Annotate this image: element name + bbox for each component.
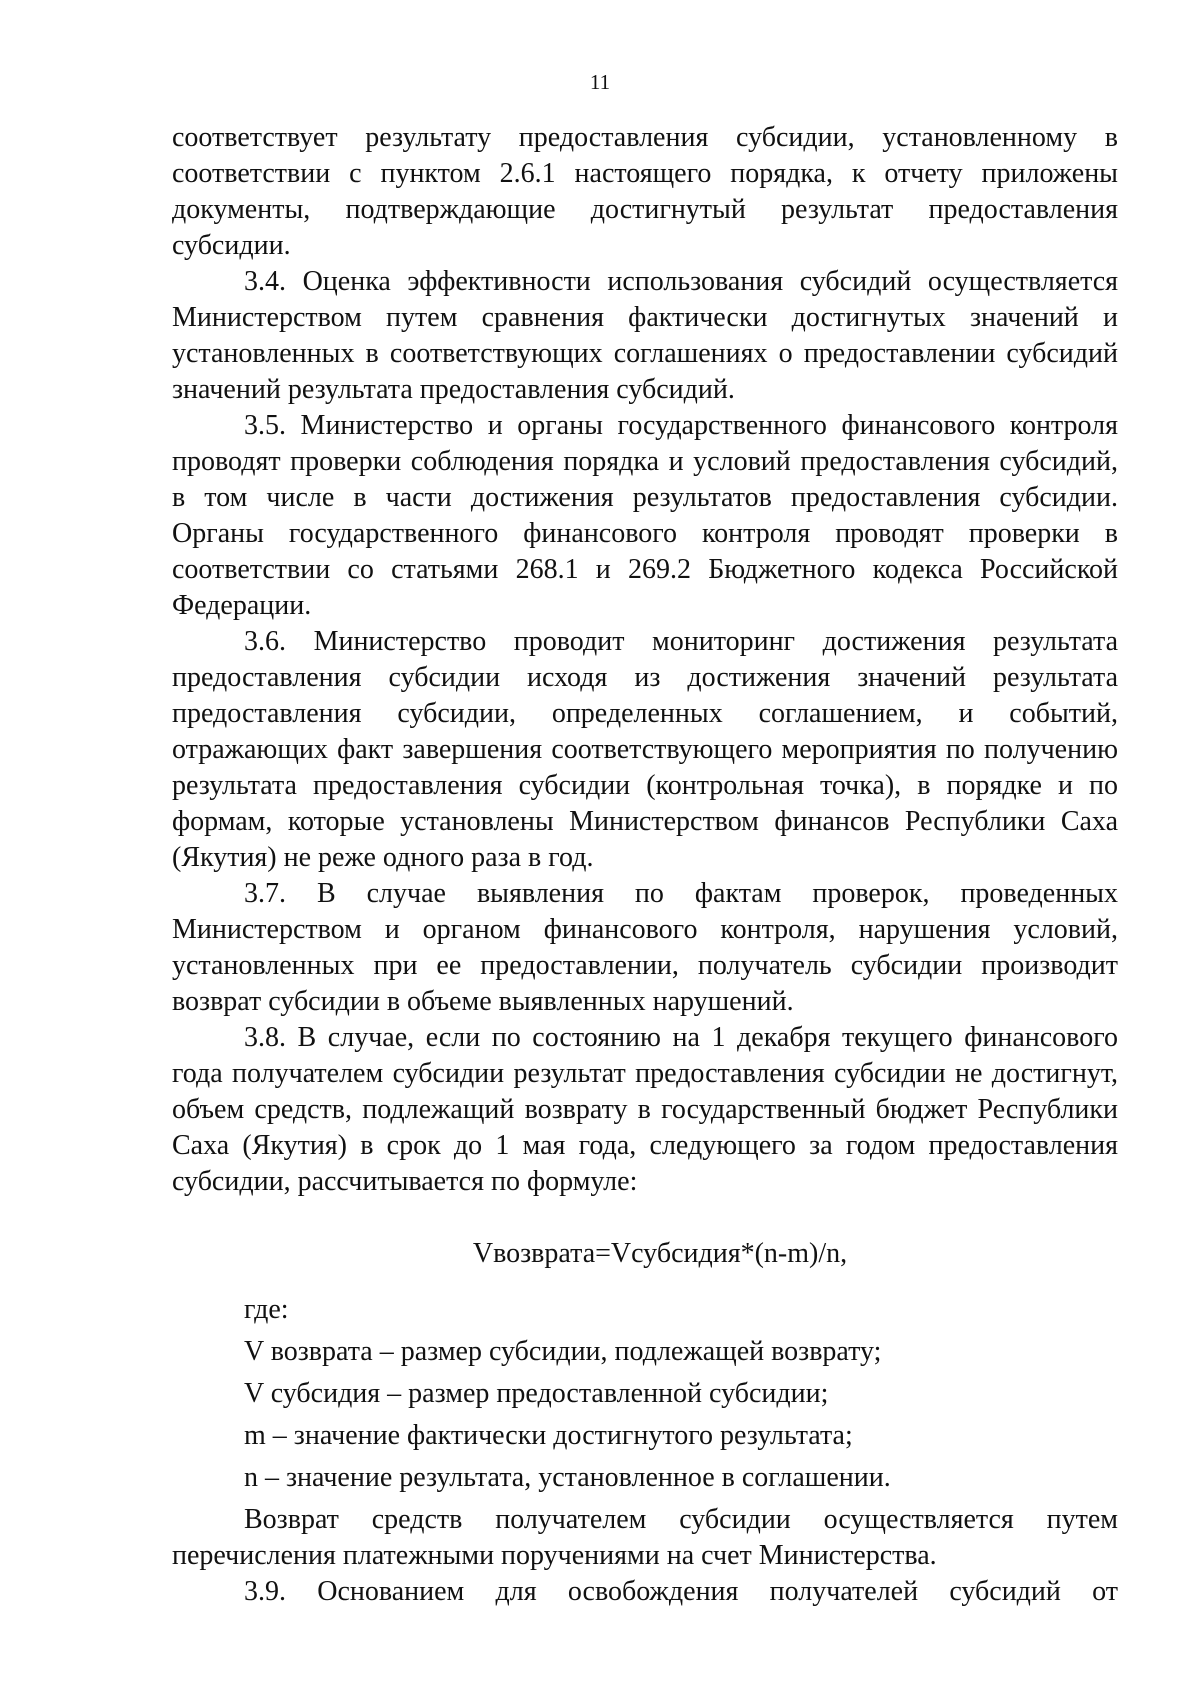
paragraph-3-4: 3.4. Оценка эффективности использования субсидий осуществляется Министерством путем сравнения фактически достигнутых значений и установленных в соответствующих соглашениях о предоставлении субсидий значений результата предоставления субсидий. [172, 266, 1118, 405]
document-body [172, 120, 1118, 1610]
paragraph-3-5: 3.5. Министерство и органы государственного финансового контроля проводят проверки соблюдения порядка и условий предоставления субсидий, в том числе в части достижения результатов предоставления субсидии. Органы государственного финансового контроля проводят проверки в соответствии со статьями 268.1 и 269.2 Бюджетного кодекса Российской Федерации. [172, 410, 1118, 621]
paragraph-3-8: 3.8. В случае, если по состоянию на 1 декабря текущего финансового года получателем субсидии результат предоставления субсидии не достигнут, объем средств, подлежащий возврату в государственный бюджет Республики Саха (Якутия) в срок до 1 мая года, следующего за годом предоставления субсидии, рассчитывается по формуле: [172, 1022, 1118, 1197]
definition-m: m – значение фактически достигнутого результата; [244, 1420, 853, 1451]
paragraph-return: Возврат средств получателем субсидии осуществляется путем перечисления платежными поручениями на счет Министерства. [172, 1504, 1118, 1571]
definition-n: n – значение результата, установленное в соглашении. [244, 1462, 891, 1493]
definition-v-return: V возврата – размер субсидии, подлежащей возврату; [244, 1336, 882, 1367]
paragraph-3-9: 3.9. Основанием для освобождения получателей субсидий от [244, 1576, 1118, 1607]
formula: Vвозврата=Vсубсидия*(n-m)/n, [472, 1238, 848, 1269]
paragraph-continuation: соответствует результату предоставления субсидии, установленному в соответствии с пунктом 2.6.1 настоящего порядка, к отчету приложены документы, подтверждающие достигнутый результат предоставления субсидии. [172, 122, 1118, 261]
where-label: где: [244, 1294, 289, 1325]
page-number: 11 [589, 70, 611, 94]
paragraph-3-7: 3.7. В случае выявления по фактам проверок, проведенных Министерством и органом финансового контроля, нарушения условий, установленных при ее предоставлении, получатель субсидии производит возврат субсидии в объеме выявленных нарушений. [172, 878, 1118, 1017]
paragraph-3-6: 3.6. Министерство проводит мониторинг достижения результата предоставления субсидии исходя из достижения значений результата предоставления субсидии, определенных соглашением, и событий, отражающих факт завершения соответствующего мероприятия по получению результата предоставления субсидии (контрольная точка), в порядке и по формам, которые установлены Министерством финансов Республики Саха (Якутия) не реже одного раза в год. [172, 626, 1118, 873]
definition-v-subsidy: V субсидия – размер предоставленной субсидии; [244, 1378, 829, 1409]
